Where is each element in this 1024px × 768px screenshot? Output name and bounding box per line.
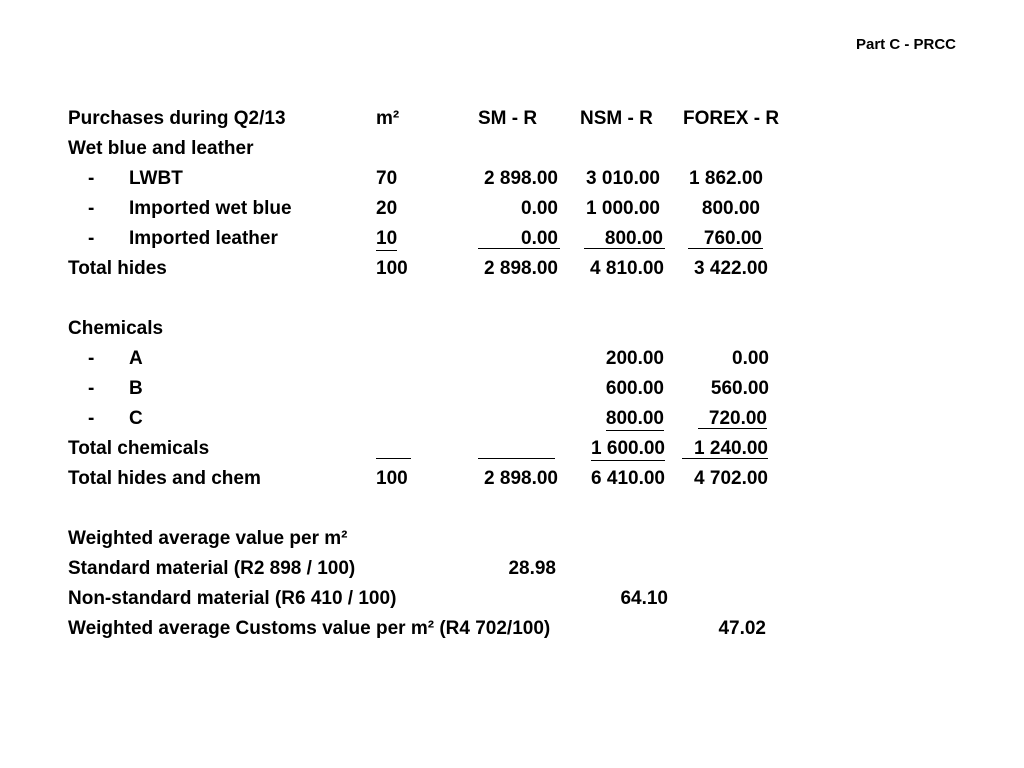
cell-forex: 1 862.00 [689,168,763,189]
cell-forex: 760.00 [703,228,762,249]
cell-forex: 560.00 [710,378,769,399]
section-title-chemicals: Chemicals [68,318,164,339]
cell-nsm: 800.00 [604,228,663,249]
customs-value-label: Weighted average Customs value per m² (R4 702/100) [68,618,551,639]
calc-row [0,558,1024,588]
row-label: Imported wet blue [129,198,292,219]
calc-row [0,588,1024,618]
cell-sm: 2 898.00 [484,468,558,489]
section-title-row [0,138,1024,168]
column-header-m2: m² [376,108,400,129]
customs-value: 47.02 [718,618,766,639]
column-header-nsm: NSM - R [580,108,653,129]
cell-nsm: 800.00 [605,408,664,429]
bullet-dash: - [88,378,95,399]
bullet-dash: - [88,168,95,189]
cell-sm: 2 898.00 [484,258,558,279]
total-row [0,258,1024,288]
cell-m2: 20 [376,198,398,219]
total-hides-label: Total hides [68,258,167,279]
bullet-dash: - [88,228,95,249]
cell-m2: 100 [376,468,408,489]
blank-underline [478,458,555,459]
table-row [0,168,1024,198]
table-row [0,348,1024,378]
table-row [0,228,1024,258]
standard-material-label: Standard material (R2 898 / 100) [68,558,356,579]
row-label: LWBT [129,168,183,189]
total-row [0,438,1024,468]
table-header-label: Purchases during Q2/13 [68,108,286,129]
bullet-dash: - [88,348,95,369]
cell-sm: 2 898.00 [484,168,558,189]
section-title-row [0,318,1024,348]
cell-m2: 10 [376,228,398,249]
row-label: Imported leather [129,228,278,249]
cell-nsm: 1 600.00 [591,438,665,459]
cell-m2: 70 [376,168,398,189]
column-header-forex: FOREX - R [683,108,780,129]
grand-total-label: Total hides and chem [68,468,261,489]
bullet-dash: - [88,198,95,219]
total-chemicals-label: Total chemicals [68,438,210,459]
section-title-row [0,528,1024,558]
slide-header: Part C - PRCC [856,36,957,53]
cell-nsm: 200.00 [605,348,664,369]
table-header-row [0,108,1024,138]
cell-forex: 0.00 [732,348,769,369]
blank-underline [376,458,411,459]
cell-nsm: 6 410.00 [591,468,665,489]
row-label: C [129,408,143,429]
table-row [0,198,1024,228]
section-title-weighted: Weighted average value per m² [68,528,348,549]
non-standard-material-value: 64.10 [620,588,668,609]
cell-nsm: 1 000.00 [586,198,660,219]
cell-forex: 4 702.00 [694,468,768,489]
column-header-sm: SM - R [478,108,538,129]
row-label: B [129,378,143,399]
section-title-wet-blue: Wet blue and leather [68,138,254,159]
cell-forex: 1 240.00 [694,438,768,459]
bullet-dash: - [88,408,95,429]
cell-nsm: 4 810.00 [590,258,664,279]
row-label: A [129,348,143,369]
cell-sm: 0.00 [521,198,558,219]
calc-row [0,618,1024,648]
cell-nsm: 3 010.00 [586,168,660,189]
non-standard-material-label: Non-standard material (R6 410 / 100) [68,588,397,609]
table-row [0,408,1024,438]
grand-total-row [0,468,1024,498]
standard-material-value: 28.98 [508,558,556,579]
cell-forex: 3 422.00 [694,258,768,279]
table-row [0,378,1024,408]
cell-forex: 800.00 [701,198,760,219]
cell-m2: 100 [376,258,408,279]
cell-forex: 720.00 [708,408,767,429]
cell-nsm: 600.00 [605,378,664,399]
cell-sm: 0.00 [521,228,558,249]
